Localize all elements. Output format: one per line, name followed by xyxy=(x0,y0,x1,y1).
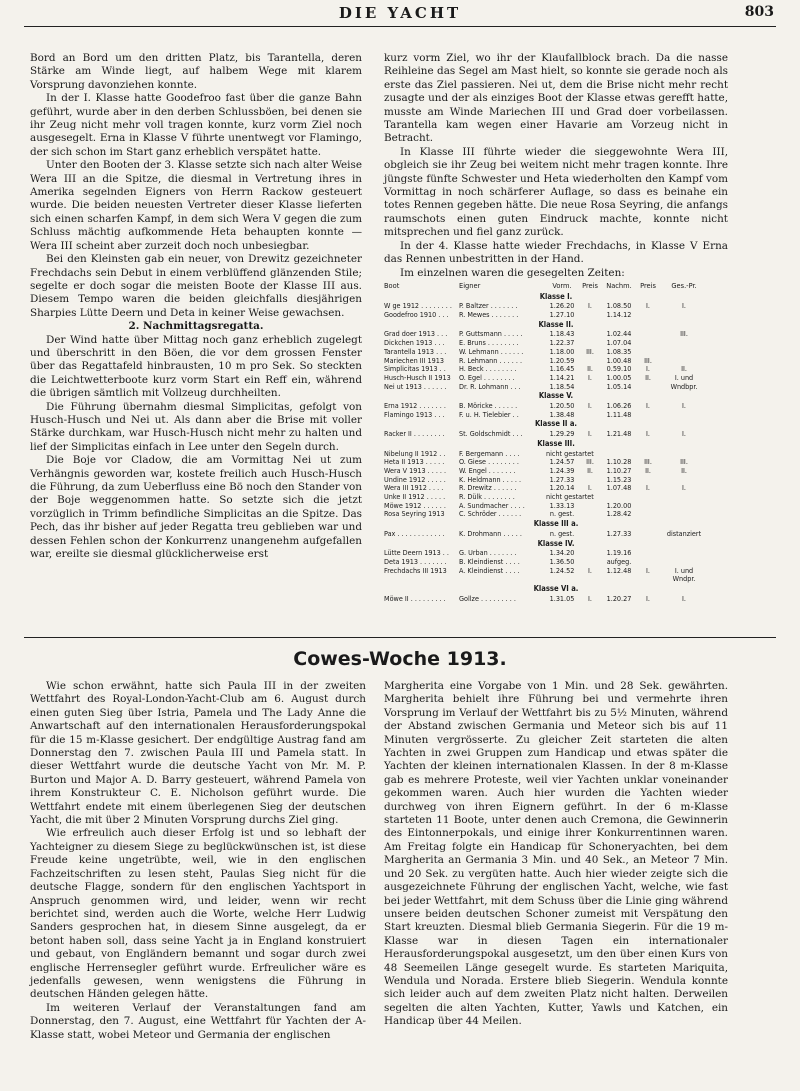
results-cell: 1.24.39 xyxy=(549,465,575,475)
results-cell xyxy=(637,339,659,348)
results-cell: 1.20.59 xyxy=(549,355,575,365)
results-cell: II. xyxy=(587,465,593,475)
paragraph: Die Führung übernahm diesmal Simplicitas, gefolgt von Husch-Husch und Nei ut. Als dann aber die Brise mit voller Stärke durchkam, war Husch-Husch nicht mehr zu halten und lief der Simplicitas einfach in Lee unter den Segeln durch. xyxy=(30,400,362,453)
results-column-header: Boot xyxy=(384,280,400,290)
results-cell: I. xyxy=(646,364,650,374)
results-cell: K. Heldmann . . . . . xyxy=(459,474,522,484)
results-cell: Undine 1912 . . . . . xyxy=(384,474,446,484)
header-rule xyxy=(24,26,776,27)
results-table xyxy=(384,282,728,604)
results-column-header: Nachm. xyxy=(606,280,632,290)
paragraph: Im weiteren Verlauf der Veranstaltungen fand am Donnerstag, den 7. August, eine Wettfahrt für Yachten der A-Klasse statt, wobei Meteor und Germania der englischen xyxy=(30,1001,366,1041)
results-cell xyxy=(637,530,659,539)
results-cell xyxy=(579,383,601,392)
results-cell: II. xyxy=(645,465,651,475)
results-cell xyxy=(637,493,659,502)
results-cell: n. gest. xyxy=(549,509,575,519)
results-body xyxy=(384,293,728,604)
results-cell: aufgeg. xyxy=(606,557,632,566)
results-cell: E. Bruns . . . . . . . . xyxy=(459,338,519,348)
results-cell: I. xyxy=(588,593,592,603)
results-cell: Wndbpr. xyxy=(670,381,698,391)
results-cell: P. Guttsmann . . . . . xyxy=(459,329,523,339)
results-cell xyxy=(579,530,601,539)
results-cell: 1.10.28 xyxy=(606,457,632,467)
results-cell: I. xyxy=(682,483,686,493)
results-cell: 1.07.48 xyxy=(606,483,632,493)
results-row xyxy=(384,530,728,539)
results-cell: Husch-Husch II 1913 xyxy=(384,372,451,382)
results-cell: 1.31.05 xyxy=(549,593,575,603)
results-cell: III. xyxy=(680,457,688,467)
results-cell: 1.22.37 xyxy=(549,338,575,348)
results-cell: B. Möricke . . . . . . xyxy=(459,401,518,411)
paragraph: Die Boje vor Cladow, die am Vormittag Nei ut zum Verhängnis geworden war, kostete freilich auch Husch-Husch die Führung, da zum Ueberfluss eine Bö noch den Stander von der Boje weggenommen hatte. So setzte sich die jetzt vorzüglich in Trimm befindliche Simplicitas an die Spitze. Das Pech, das ihr bisher auf jeder Regatta treu geblieben war und dessen Fehlen schon der Konkurrenz unangenehm aufgefallen war, ereilte sie diesmal glücklicherweise erst xyxy=(30,454,362,561)
results-cell: St. Goldschmidt . . . xyxy=(459,429,523,439)
article-title: Cowes-Woche 1913. xyxy=(293,648,507,670)
results-cell: Simplicitas 1913 . . xyxy=(384,364,446,374)
results-cell xyxy=(637,311,659,320)
results-cell: I. xyxy=(588,372,592,382)
results-cell: II. xyxy=(681,364,687,374)
results-cell: Möwe 1912 . . . . . . xyxy=(384,500,446,510)
results-cell: I. xyxy=(646,483,650,493)
results-cell: 1.19.16 xyxy=(606,548,632,558)
results-cell: 1.00.05 xyxy=(606,372,632,382)
results-cell: 1.27.10 xyxy=(549,310,575,320)
results-cell: Gollze . . . . . . . . . xyxy=(459,593,516,603)
results-cell: 1.18.00 xyxy=(549,346,575,356)
results-cell xyxy=(579,575,601,584)
results-cell xyxy=(579,311,601,320)
results-cell: Möwe II . . . . . . . . . xyxy=(384,593,446,603)
results-cell: Wndpr. xyxy=(672,574,696,584)
results-cell xyxy=(579,493,601,502)
left-column-top xyxy=(30,52,362,561)
results-cell: W. Engel . . . . . . . xyxy=(459,465,516,475)
results-cell: 1.20.50 xyxy=(549,401,575,411)
results-cell: I. xyxy=(682,401,686,411)
results-cell: 1.08.35 xyxy=(606,346,632,356)
results-cell: I. xyxy=(646,429,650,439)
results-cell xyxy=(579,411,601,420)
results-cell: Flamingo 1913 . . . xyxy=(384,409,445,419)
results-cell: O. Egel . . . . . . . . xyxy=(459,372,515,382)
results-cell: Lütte Deern 1913 . . xyxy=(384,548,449,558)
section-heading: 2. Nachmittagsregatta. xyxy=(128,320,264,333)
paragraph: Im einzelnen waren die gesegelten Zeiten: xyxy=(400,266,625,279)
results-cell: Nei ut 1913 . . . . . . xyxy=(384,381,447,391)
results-cell: 1.14.12 xyxy=(606,310,632,320)
results-cell: I. xyxy=(588,565,592,575)
results-cell: Dickchen 1913 . . . xyxy=(384,338,445,348)
paragraph: In Klasse III führte wieder die sieggewohnte Wera III, obgleich sie ihr Zeug bei weitem nicht mehr tragen konnte. Ihre jüngste fünfte Schwester und Heta wiederholten den Kampf vom Vormittag in noch schärferer Auflage, so dass es beinahe ein totes Rennen gegeben hätte. Die neue Rosa Seyring, die anfangs raumschots einen guten Eindruck machte, konnte nicht mitsprechen und fiel ganz zurück. xyxy=(384,145,728,239)
paragraph: Wie schon erwähnt, hatte sich Paula III in der zweiten Wettfahrt des Royal-London-Yacht-Club am 6. August durch einen guten Sieg über Istria, Pamela und The Lady Anne die Anwartschaft auf den internationalen Herausforderungspokal für die 15 m-Klasse gesichert. Der endgültige Austrag fand am Donnerstag den 7. zwischen Paula III und Pamela statt. In dieser Wettfahrt wurde die deutsche Yacht von Mr. M. P. Burton und Major A. D. Barry gesteuert, während Pamela von ihrem Konstrukteur C. E. Nicholson geführt wurde. Die Wettfahrt endete mit einem überlegenen Sieg der deutschen Yacht, die mit über 2 Minuten Vorsprung durchs Ziel ging. xyxy=(30,680,366,827)
results-column-header: Ges.-Pr. xyxy=(671,280,697,290)
results-row xyxy=(384,595,728,604)
results-cell: 1.28.42 xyxy=(606,509,632,519)
results-cell: nicht gestartet xyxy=(546,492,594,502)
left-column-bottom xyxy=(30,680,366,1042)
results-cell: Tarantella 1913 . . . xyxy=(384,346,447,356)
results-cell: I. xyxy=(646,565,650,575)
results-cell: Frechdachs III 1913 xyxy=(384,565,447,575)
results-cell xyxy=(637,330,659,339)
results-cell: 1.27.33 xyxy=(606,528,632,538)
results-cell xyxy=(637,549,659,558)
results-cell: 1.07.04 xyxy=(606,338,632,348)
paragraph: Bord an Bord um den dritten Platz, bis Tarantella, deren Stärke am Winde liegt, auf halbem Wege mit klarem Vorsprung davonziehen konnte. xyxy=(30,52,362,91)
results-cell: I. xyxy=(682,429,686,439)
results-cell: 1.05.14 xyxy=(606,381,632,391)
results-cell: R. Dülk . . . . . . . . xyxy=(459,492,515,502)
results-cell: III. xyxy=(644,457,652,467)
paragraph: In der I. Klasse hatte Goodefroo fast über die ganze Bahn geführt, wurde aber in den derben Schlussböen, bei denen sie ihr Zeug nicht mehr voll tragen konnte, kurz vorm Ziel noch ausgesegelt. Erna in Klasse V führte unentwegt vor Flamingo, der sich schon im Start ganz erheblich verspätet hatte. xyxy=(30,92,362,158)
results-cell: 1.34.20 xyxy=(549,548,575,558)
results-cell: I. xyxy=(646,301,650,311)
results-cell: III. xyxy=(644,355,652,365)
results-cell: 1.15.23 xyxy=(606,474,632,484)
paragraph: Margherita eine Vorgabe von 1 Min. und 28 Sek. gewährten. Margherita behielt ihre Führung bei und vermehrte ihren Vorsprung im Verlauf der Wettfahrt bis zu 5½ Minuten, während der Abstand zwischen Germania und Meteor sich bis auf 11 Minuten vergrösserte. Zu gleicher Zeit starteten die alten Yachten in zwei Gruppen zum Handicap und etwas später die Yachten der kleinen internationalen Klassen. In der 8 m-Klasse gab es mehrere Proteste, weil vier Yachten unklar voneinander gekommen waren. Auch hier wurden die Yachten wieder durchweg von ihren Eignern geführt. In der 6 m-Klasse starteten 11 Boote, unter denen auch Cremona, die Gewinnerin des Eintonnerpokals, und einige ihrer Konkurrentinnen waren. Am Freitag folgte ein Handicap für Schoneryachten, bei dem Margherita an Germania 3 Min. und 40 Sek., an Meteor 7 Min. und 20 Sek. zu vergüten hatte. Auch hier wieder zeigte sich die ausgezeichnete Führung der englischen Yacht, welche, wie fast bei jeder Wettfahrt, mit dem Schuss über die Linie ging während unsere beiden deutschen Schoner zumeist mit Verspätung den Start kreuzten. Diesmal blieb Germania Siegerin. Für die 19 m-Klasse war in diesen Tagen ein internationaler Herausforderungspokal ausgesetzt, um den über einen Kurs von 48 Seemeilen Länge gesegelt wurde. Es starteten Mariquita, Wendula und Norada. Erstere blieb Siegerin. Wendula konnte sich leider auch auf dem zweiten Platz nicht halten. Derweilen segelten die alten Yachten, Kutter, Yawls und Katchen, ein Handicap über 44 Meilen. xyxy=(384,680,728,1028)
results-cell: Goodefroo 1910 . . . xyxy=(384,310,449,320)
results-column-header: Eigner xyxy=(459,280,481,290)
results-cell: O. Giese . . . . . . . . xyxy=(459,457,519,467)
paragraph: Wie erfreulich auch dieser Erfolg ist und so lebhaft der Yachteigner zu diesem Siege zu beglückwünschen ist, ist diese Freude keine ungetrübte, weil, wie in den englischen Fachzeitschriften zu lesen steht, Paulas Sieg nicht für die deutsche Flagge, sondern für den englischen Yachtsport in Anspruch genommen wird, und leider, wenn wir recht berichtet sind, werden auch die Worte, welche Herr Ludwig Sanders gesprochen hat, in diesem Sinne ausgelegt, da er betont haben soll, dass seine Yacht ja in England konstruiert und gebaut, von Engländern bemannt und sogar durch zwei englische Herrensegler geführt wurde. Erfreulicher wäre es jedenfalls gewesen, wenn wenigstens die Führung in deutschen Händen gelegen hätte. xyxy=(30,827,366,1001)
results-header-row xyxy=(384,282,728,291)
results-cell: F. Bergemann . . . . xyxy=(459,448,520,458)
results-column-header: Vorm. xyxy=(552,280,572,290)
results-cell: R. Drewitz . . . . . . xyxy=(459,483,517,493)
results-cell: 1.20.27 xyxy=(606,593,632,603)
paragraph: kurz vorm Ziel, wo ihr der Klaufallblock brach. Da die nasse Reihleine das Segel am Mast hielt, so konnte sie gerade noch als erste das Ziel passieren. Nei ut, dem die Brise nicht mehr recht zusagte und der als einziges Boot der Klasse etwas gerefft hatte, musste am Winde Mariechen III und Grad doer vorbeilassen. Tarantella kam wegen einer Havarie am Vorzeug nicht in Betracht. xyxy=(384,52,728,145)
results-cell: K. Drohmann . . . . . xyxy=(459,528,522,538)
results-cell: I. xyxy=(646,593,650,603)
results-cell: 1.08.50 xyxy=(606,301,632,311)
paragraph: In der 4. Klasse hatte wieder Frechdachs, in Klasse V Erna das Rennen unbestritten in der Hand. xyxy=(384,239,728,266)
results-cell: 1.20.00 xyxy=(606,500,632,510)
results-cell: R. Lehmann . . . . . . xyxy=(459,355,522,365)
results-class-heading: Klasse I. xyxy=(539,291,573,301)
results-cell: I. und xyxy=(674,565,694,575)
results-row xyxy=(384,430,728,439)
results-class-heading: Klasse II a. xyxy=(534,419,578,429)
results-cell: 1.21.48 xyxy=(606,429,632,439)
results-cell: Racker II . . . . . . . . xyxy=(384,429,445,439)
results-class-heading: Klasse IV. xyxy=(537,538,575,548)
paragraph: Der Wind hatte über Mittag noch ganz erheblich zugelegt und überschritt in den Böen, die vor dem grossen Fenster über das Regattafeld hinbrausten, 10 m pro Sek. So steckten die Leichtwetterboote kurz vorm Start ein Reff ein, während die übrigen sämtlich mit Vollzeug durchheilten. xyxy=(30,333,362,400)
results-cell: 1.29.29 xyxy=(549,429,575,439)
section-divider xyxy=(24,637,776,638)
results-cell xyxy=(546,575,578,584)
results-cell: B. Kleindienst . . . . xyxy=(459,557,520,566)
results-cell xyxy=(637,510,659,519)
results-cell xyxy=(660,493,708,502)
results-cell: I. xyxy=(588,429,592,439)
results-row xyxy=(384,575,728,584)
results-cell: I. xyxy=(588,301,592,311)
results-cell: II. xyxy=(681,465,687,475)
results-cell xyxy=(660,411,708,420)
results-cell: 1.02.44 xyxy=(606,329,632,339)
results-cell: III. xyxy=(680,329,688,339)
results-cell: Unke II 1912 . . . . . xyxy=(384,492,446,502)
results-class-heading: Klasse II. xyxy=(538,319,574,329)
results-cell: Heta II 1913 . . . . . xyxy=(384,457,445,467)
results-cell xyxy=(660,502,708,511)
results-cell xyxy=(637,575,659,584)
results-cell: n. gest. xyxy=(549,528,575,538)
results-cell: 1.18.43 xyxy=(549,329,575,339)
results-class-heading: Klasse V. xyxy=(538,391,574,401)
results-cell: Pax . . . . . . . . . . . . xyxy=(384,528,445,538)
results-cell: Deta 1913 . . . . . . . xyxy=(384,557,447,566)
results-cell: Dr. R. Lohmann . . . xyxy=(459,381,521,391)
right-column-top xyxy=(384,52,728,604)
results-cell xyxy=(637,411,659,420)
results-cell: G. Urban . . . . . . . xyxy=(459,548,517,558)
results-cell: P. Baltzer . . . . . . . xyxy=(459,301,518,311)
results-cell xyxy=(660,348,708,357)
results-cell: R. Mewes . . . . . . . xyxy=(459,310,519,320)
results-cell: III. xyxy=(586,457,594,467)
results-cell: I. und xyxy=(674,372,694,382)
results-cell: A. Kleindienst . . . . xyxy=(459,565,520,575)
results-class-heading: Klasse III. xyxy=(537,438,575,448)
results-cell: 0.59.10 xyxy=(606,364,632,374)
right-column-bottom xyxy=(384,680,728,1029)
results-cell: Rosa Seyring 1913 xyxy=(384,509,445,519)
results-cell: 1.26.20 xyxy=(549,301,575,311)
results-cell: 1.24.57 xyxy=(549,457,575,467)
results-cell: Wera III 1912 . . . . xyxy=(384,483,444,493)
paragraph: Unter den Booten der 3. Klasse setzte sich nach alter Weise Wera III an die Spitze, die diesmal in Vertretung ihres in Amerika segelnden Eigners von Herrn Rackow gesteuert wurde. Die beiden neuesten Vertreter dieser Klasse lieferten sich einen scharfen Kampf, in dem sich Wera V gegen die zum Schluss mächtig aufkommende Heta behaupten konnte — Wera III scheint aber zurzeit doch noch unbesiegbar. xyxy=(30,159,362,252)
results-cell xyxy=(660,339,708,348)
results-cell: nicht gestartet xyxy=(546,448,594,458)
results-cell: 1.24.52 xyxy=(549,565,575,575)
results-cell xyxy=(579,502,601,511)
results-cell: 1.00.48 xyxy=(606,355,632,365)
paragraph: Bei den Kleinsten gab ein neuer, von Drewitz gezeichneter Frechdachs sein Debut in einem verblüffend glänzenden Stile; segelte er doch sogar die meisten Boote der Klasse III aus. Diesem Tempo waren die beiden gleichfalls diesjährigen Sharpies Lütte Deern und Deta in keiner Weise gewachsen. xyxy=(30,253,362,319)
results-column-header: Preis xyxy=(582,280,598,290)
results-cell: W. Lehmann . . . . . . xyxy=(459,346,524,356)
page-header xyxy=(24,4,776,26)
results-cell xyxy=(637,502,659,511)
results-cell: 1.10.27 xyxy=(606,465,632,475)
results-cell: F. u. H. Tielebier . . xyxy=(459,409,519,419)
results-cell: III. xyxy=(586,346,594,356)
results-cell: II. xyxy=(587,364,593,374)
results-cell xyxy=(579,330,601,339)
results-cell: 1.27.33 xyxy=(549,474,575,484)
page-number: 803 xyxy=(744,4,774,20)
results-cell xyxy=(637,383,659,392)
results-cell xyxy=(660,311,708,320)
results-cell: 1.33.13 xyxy=(549,500,575,510)
results-cell: 1.11.48 xyxy=(606,409,632,419)
results-cell xyxy=(660,549,708,558)
results-cell: I. xyxy=(588,483,592,493)
journal-title: DIE YACHT xyxy=(338,4,462,22)
results-cell xyxy=(384,575,458,584)
results-cell: 1.14.21 xyxy=(549,372,575,382)
results-cell: Nibelung II 1912 . . xyxy=(384,448,446,458)
results-cell: H. Beck . . . . . . . . xyxy=(459,364,517,374)
results-cell: W ge 1912 . . . . . . . . xyxy=(384,301,452,311)
results-row xyxy=(384,383,728,392)
results-cell: I. xyxy=(588,401,592,411)
results-cell xyxy=(579,510,601,519)
results-cell: 1.12.48 xyxy=(606,565,632,575)
results-row xyxy=(384,311,728,320)
results-cell xyxy=(579,549,601,558)
results-cell xyxy=(459,575,545,584)
results-cell: Wera V 1913 . . . . . xyxy=(384,465,447,475)
results-class-heading: Klasse III a. xyxy=(533,519,579,529)
results-cell: Grad doer 1913 . . . xyxy=(384,329,448,339)
results-cell: 1.18.54 xyxy=(549,381,575,391)
results-class-heading: Klasse VI a. xyxy=(533,584,579,594)
results-cell: distanziert xyxy=(666,528,702,538)
results-cell xyxy=(602,575,636,584)
results-column-header: Preis xyxy=(640,280,656,290)
results-row xyxy=(384,411,728,420)
results-cell: I. xyxy=(682,301,686,311)
results-cell: C. Schröder . . . . . . xyxy=(459,509,522,519)
results-cell: A. Sundmacher . . . . xyxy=(459,500,525,510)
results-cell: 1.38.48 xyxy=(549,409,575,419)
results-cell: 1.36.50 xyxy=(549,557,575,566)
results-cell: Mariechen III 1913 xyxy=(384,355,444,365)
results-row xyxy=(384,510,728,519)
results-cell: I. xyxy=(682,593,686,603)
results-cell xyxy=(660,510,708,519)
results-cell: I. xyxy=(646,401,650,411)
results-cell: 1.16.45 xyxy=(549,364,575,374)
results-cell: 1.06.26 xyxy=(606,401,632,411)
results-cell: Erna 1912 . . . . . . . xyxy=(384,401,446,411)
results-cell: II. xyxy=(645,372,651,382)
results-cell: 1.20.14 xyxy=(549,483,575,493)
